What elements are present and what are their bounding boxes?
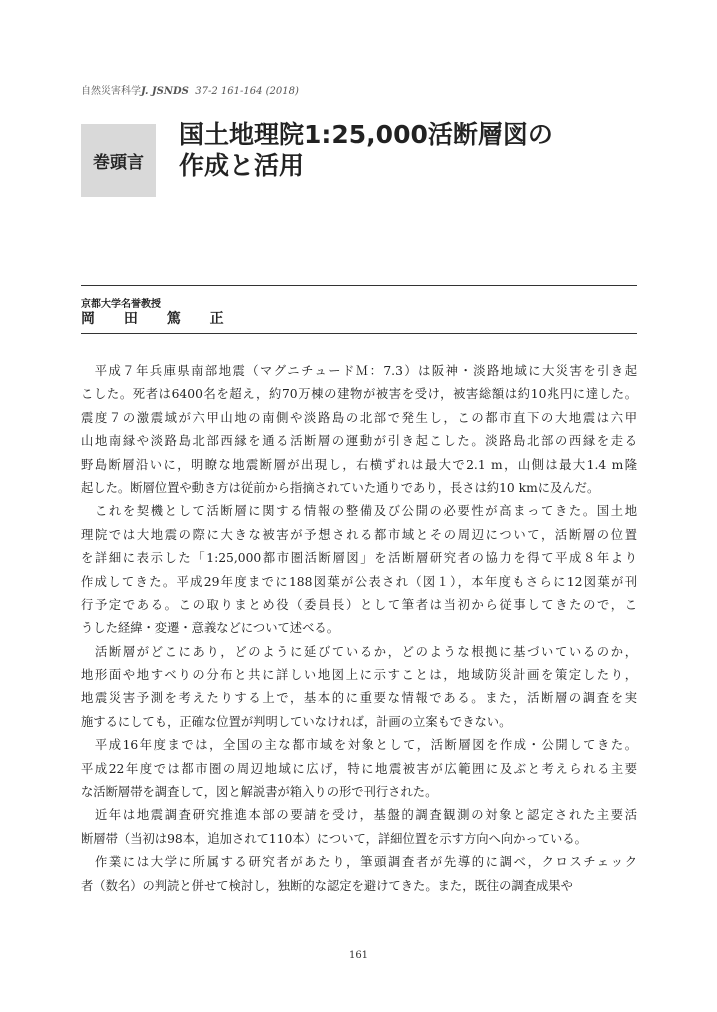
body-line: 者（数名）の判読と併せて検討し，独断的な認定を避けてきた。また，既往の調査成果や bbox=[81, 878, 573, 893]
body-line: 施するにしても，正確な位置が判明していなければ，計画の立案もできない。 bbox=[81, 714, 512, 729]
section-badge: 巻頭言 bbox=[81, 124, 156, 197]
divider-bottom bbox=[81, 333, 637, 334]
journal-citation: 37-2 161-164 bbox=[195, 86, 263, 97]
body-line: 作成してきた。平成29年度までに188図葉が公表され（図１），本年度もさらに12図葉が刊 bbox=[81, 574, 637, 589]
body-line: な活断層帯を調査して，図と解説書が箱入りの形で刊行された。 bbox=[81, 785, 438, 800]
title-line: 国土地理院1:25,000活断層図の bbox=[179, 120, 553, 149]
journal-header bbox=[81, 82, 299, 97]
article-title bbox=[179, 119, 679, 181]
body-line: 近年は地震調査研究推進本部の要請を受け，基盤的調査観測の対象と認定された主要活 bbox=[81, 808, 637, 823]
body-line: 活断層がどこにあり，どのように延びているか，どのような根拠に基づいているのか， bbox=[81, 644, 637, 659]
body-line: を詳細に表示した「1:25,000都市圏活断層図」を活断層研究者の協力を得て平成８年より bbox=[81, 551, 637, 566]
body-line: 断層帯（当初は98本，追加されて110本）について，詳細位置を示す方向へ向かっている。 bbox=[81, 831, 587, 846]
body-line: 地形面や地すべりの分布と共に詳しい地図上に示すことは，地域防災計画を策定したり， bbox=[81, 668, 637, 683]
body-line: 作業には大学に所属する研究者があたり，筆頭調査者が先導的に調べ，クロスチェック bbox=[81, 855, 637, 870]
body-line: こした。死者は6400名を超え，約70万棟の建物が被害を受け，被害総額は約10兆円に達した。 bbox=[81, 387, 637, 402]
body-line: 地震災害予測を考えたりする上で，基本的に重要な情報である。また，活断層の調査を実 bbox=[81, 691, 637, 706]
body-line: これを契機として活断層に関する情報の整備及び公開の必要性が高まってきた。国土地 bbox=[81, 504, 637, 519]
body-line: 行予定である。この取りまとめ役（委員長）として筆者は当初から従事してきたので，こ bbox=[81, 597, 637, 612]
body-line: 平成22年度では都市圏の周辺地域に広げ，特に地震被害が広範囲に及ぶと考えられる主要 bbox=[81, 761, 637, 776]
article-body bbox=[81, 360, 637, 898]
body-line: 平成16年度までは，全国の主な都市域を対象として，活断層図を作成・公開してきた。 bbox=[81, 738, 637, 753]
journal-year: (2018) bbox=[265, 86, 299, 97]
body-line: 震度７の激震域が六甲山地の南側や淡路島の北部で発生し，この都市直下の大地震は六甲 bbox=[81, 410, 637, 425]
journal-name-en: J. JSNDS bbox=[141, 86, 189, 97]
body-line: 平成７年兵庫県南部地震（マグニチュードＭ：7.3）は阪神・淡路地域に大災害を引き起 bbox=[81, 364, 637, 378]
body-line: 山地南縁や淡路島北部西縁を通る活断層の運動が引き起こした。淡路島北部の西縁を走る bbox=[81, 434, 637, 449]
journal-name-ja: 自然災害科学 bbox=[81, 86, 141, 97]
author-name: 岡 田 篤 正 bbox=[81, 311, 236, 327]
body-line: 野島断層沿いに，明瞭な地震断層が出現し，右横ずれは最大で2.1 m，山側は最大1.4 m隆 bbox=[81, 457, 637, 472]
body-line: 理院では大地震の際に大きな被害が予想される都市域とその周辺について，活断層の位置 bbox=[81, 527, 637, 542]
body-line: 起した。断層位置や動き方は従前から指摘されていた通りであり，長さは約10 kmに及んだ。 bbox=[81, 480, 600, 495]
author-affiliation: 京都大学名誉教授 bbox=[81, 299, 161, 310]
title-line: 作成と活用 bbox=[179, 151, 305, 180]
body-line: うした経緯・変遷・意義などについて述べる。 bbox=[81, 621, 339, 636]
divider-top bbox=[81, 285, 637, 286]
page-number: 161 bbox=[348, 950, 369, 961]
